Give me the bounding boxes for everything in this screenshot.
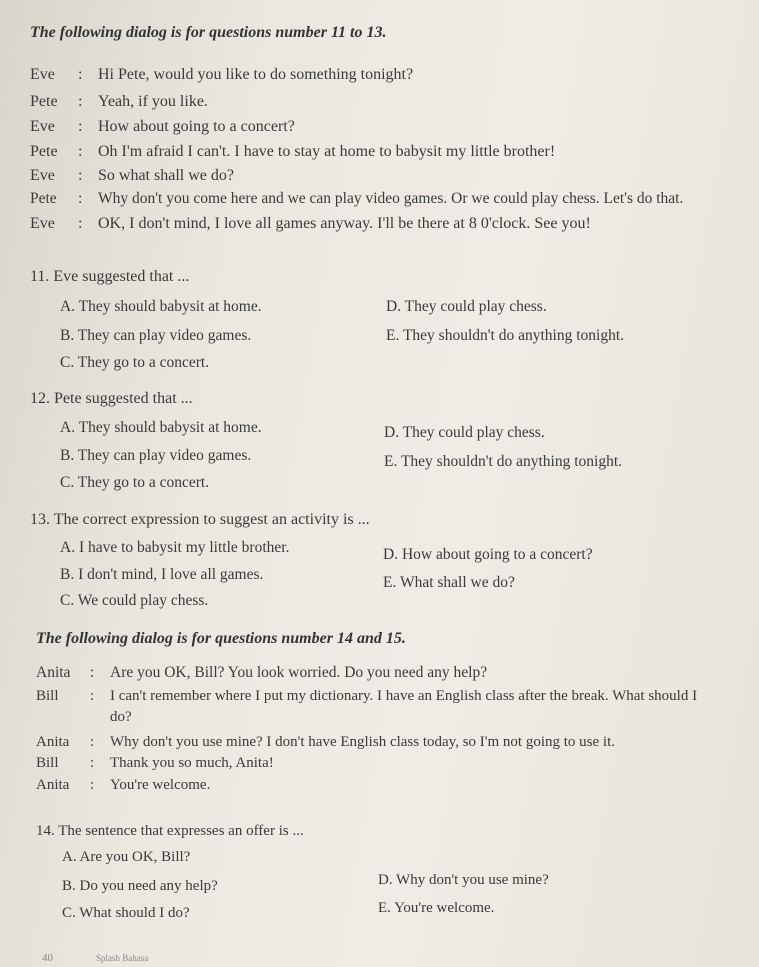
colon: :	[78, 118, 83, 135]
utterance: I can't remember where I put my dictionary. I have an English class after the break. What should I	[110, 688, 698, 704]
option-a: A. They should babysit at home.	[60, 419, 262, 436]
dialog-line-continued: do?	[110, 709, 132, 725]
dialog-line	[30, 143, 555, 161]
colon: :	[78, 143, 83, 160]
speaker: Anita	[36, 664, 71, 681]
page-number: 40	[42, 952, 53, 964]
question-stem: 13. The correct expression to suggest an activity is ...	[30, 511, 370, 528]
dialog-line	[36, 734, 615, 751]
utterance: Why don't you come here and we can play video games. Or we could play chess. Let's do that.	[98, 190, 684, 207]
option-e: E. They shouldn't do anything tonight.	[384, 453, 623, 470]
colon: :	[78, 93, 83, 110]
option-e: E. What shall we do?	[383, 574, 515, 591]
colon: :	[78, 190, 83, 207]
utterance: Thank you so much, Anita!	[110, 755, 274, 771]
option-c: C. They go to a concert.	[60, 354, 210, 371]
colon: :	[78, 167, 83, 184]
speaker: Eve	[30, 66, 55, 83]
speaker: Anita	[36, 777, 70, 793]
question-stem: 14. The sentence that expresses an offer is ...	[36, 823, 304, 839]
option-b: B. They can play video games.	[60, 447, 252, 464]
speaker: Anita	[36, 734, 70, 750]
utterance: Why don't you use mine? I don't have English class today, so I'm not going to use it.	[110, 734, 615, 750]
utterance: Are you OK, Bill? You look worried. Do you need any help?	[110, 664, 488, 681]
utterance: You're welcome.	[110, 777, 211, 793]
speaker: Eve	[30, 167, 55, 184]
utterance: Hi Pete, would you like to do something tonight?	[98, 66, 414, 83]
option-e: E. They shouldn't do anything tonight.	[386, 327, 625, 344]
speaker: Pete	[30, 93, 58, 110]
option-a: A. Are you OK, Bill?	[62, 849, 191, 865]
colon: :	[90, 664, 95, 681]
dialog-line	[36, 688, 697, 705]
utterance: So what shall we do?	[98, 167, 234, 184]
option-a: A. I have to babysit my little brother.	[60, 539, 290, 556]
dialog-line	[30, 93, 208, 111]
colon: :	[90, 688, 95, 704]
utterance: Oh I'm afraid I can't. I have to stay at home to babysit my little brother!	[98, 143, 556, 160]
option-b: B. Do you need any help?	[62, 878, 218, 894]
utterance: How about going to a concert?	[98, 118, 295, 135]
speaker: Pete	[30, 190, 57, 207]
option-d: D. How about going to a concert?	[383, 546, 593, 563]
section1-heading: The following dialog is for questions number 11 to 13.	[30, 24, 387, 41]
colon: :	[78, 215, 83, 232]
dialog-line	[30, 190, 683, 208]
speaker: Bill	[36, 688, 59, 704]
option-c: C. What should I do?	[62, 905, 190, 921]
option-d: D. They could play chess.	[386, 298, 547, 315]
speaker: Bill	[36, 755, 59, 771]
dialog-line	[36, 777, 210, 794]
colon: :	[90, 734, 95, 750]
option-d: D. They could play chess.	[384, 424, 545, 441]
colon: :	[78, 66, 83, 83]
option-b: B. I don't mind, I love all games.	[60, 566, 264, 583]
speaker: Eve	[30, 118, 55, 135]
utterance: OK, I don't mind, I love all games anyway. I'll be there at 8 0'clock. See you!	[98, 215, 591, 232]
speaker: Eve	[30, 215, 55, 232]
dialog-line	[30, 66, 413, 84]
dialog-line	[36, 664, 487, 682]
option-a: A. They should babysit at home.	[60, 298, 262, 315]
dialog-line	[30, 118, 295, 136]
colon: :	[90, 777, 95, 793]
book-title: Splash Bahasa	[96, 953, 149, 963]
dialog-line	[36, 755, 274, 772]
question-stem: 11. Eve suggested that ...	[30, 268, 190, 285]
colon: :	[90, 755, 95, 771]
question-stem: 12. Pete suggested that ...	[30, 390, 193, 407]
dialog-line	[30, 167, 234, 185]
option-c: C. They go to a concert.	[60, 474, 210, 491]
option-e: E. You're welcome.	[378, 900, 495, 916]
speaker: Pete	[30, 143, 58, 160]
dialog-line	[30, 215, 591, 233]
option-b: B. They can play video games.	[60, 327, 252, 344]
option-d: D. Why don't you use mine?	[378, 872, 549, 888]
section2-heading: The following dialog is for questions number 14 and 15.	[36, 630, 406, 647]
option-c: C. We could play chess.	[60, 592, 209, 609]
utterance: Yeah, if you like.	[98, 93, 208, 110]
